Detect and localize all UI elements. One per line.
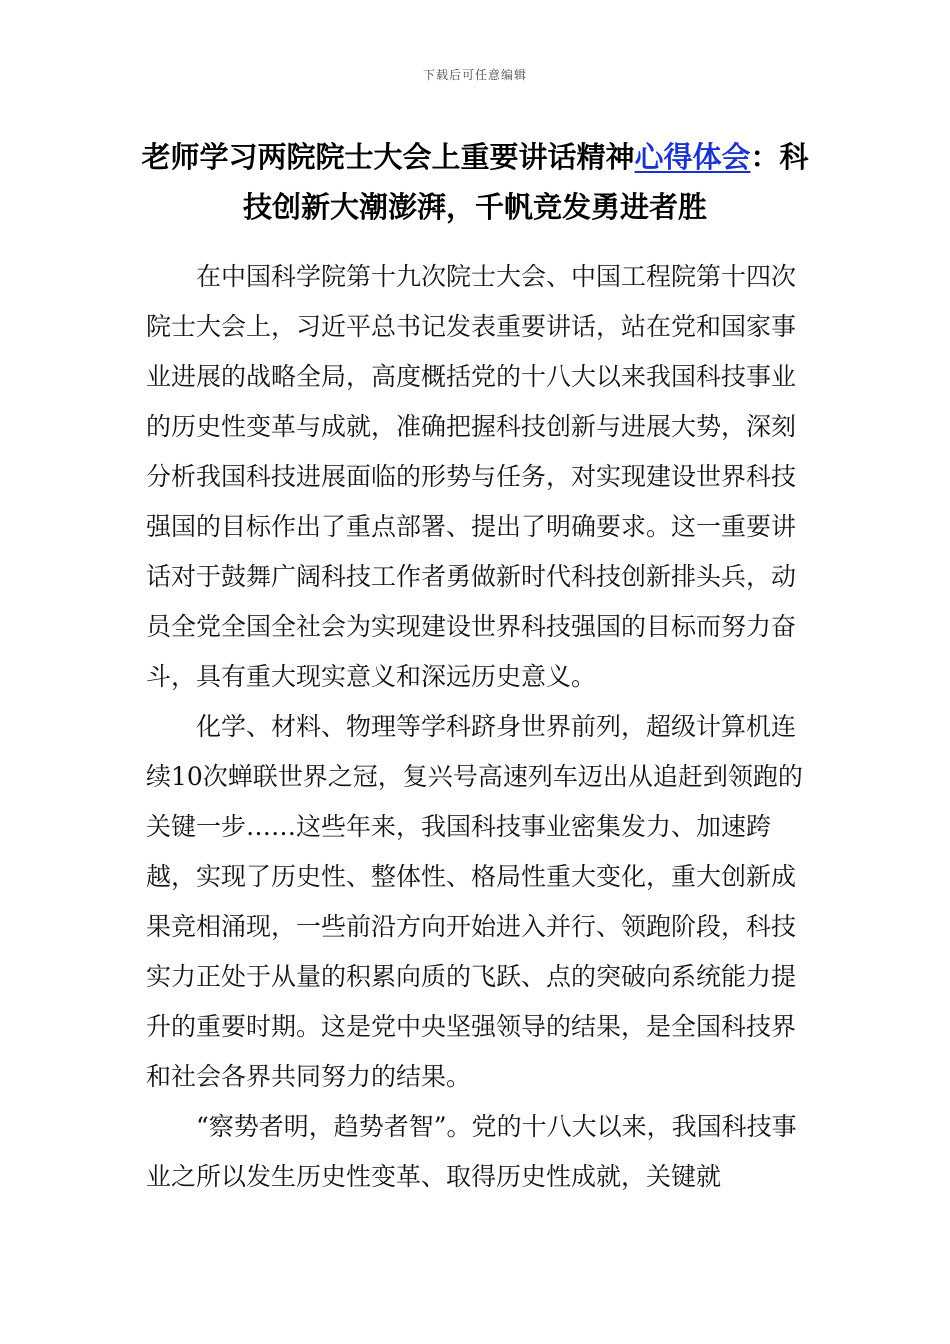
title-text-end: ：科技创新大潮澎湃，千帆竞发勇进者胜 [242, 140, 809, 224]
paragraph-1: 在中国科学院第十九次院士大会、中国工程院第十四次院士大会上，习近平总书记发表重要讲话，站在党和国家事业进展的战略全局，高度概括党的十八大以来我国科技事业的历史性变革与成就，准确把握科技创新与进展大势，深刻分析我国科技进展面临的形势与任务，对实现建设世界科技强国的目标作出了重点部署、提出了明确要求。这一重要讲话对于鼓舞广阔科技工作者勇做新时代科技创新排头兵，动员全党全国全社会为实现建设世界科技强国的目标而努力奋斗，具有重大现实意义和深远历史意义。 [146, 262, 797, 691]
document-title [140, 132, 810, 232]
header-note: 下载后可任意编辑 [422, 68, 527, 82]
paragraph-3: “察势者明，趋势者智”。党的十八大以来，我国科技事业之所以发生历史性变革、取得历史性成就，关键就 [146, 1112, 797, 1191]
paragraph-2: 化学、材料、物理等学科跻身世界前列，超级计算机连续10次蝉联世界之冠，复兴号高速列车迈出从追赶到领跑的关键一步……这些年来，我国科技事业密集发力、加速跨越，实现了历史性、整体性、格局性重大变化，重大创新成果竞相涌现，一些前沿方向开始进入并行、领跑阶段，科技实力正处于从量的积累向质的飞跃、点的突破向系统能力提升的重要时期。这是党中央坚强领导的结果，是全国科技界和社会各界共同努力的结果。 [146, 712, 803, 1091]
title-link[interactable]: 心得体会 [634, 140, 751, 174]
title-text-start: 老师学习两院院士大会上重要讲话精神 [141, 140, 635, 174]
document-body [146, 252, 806, 1202]
